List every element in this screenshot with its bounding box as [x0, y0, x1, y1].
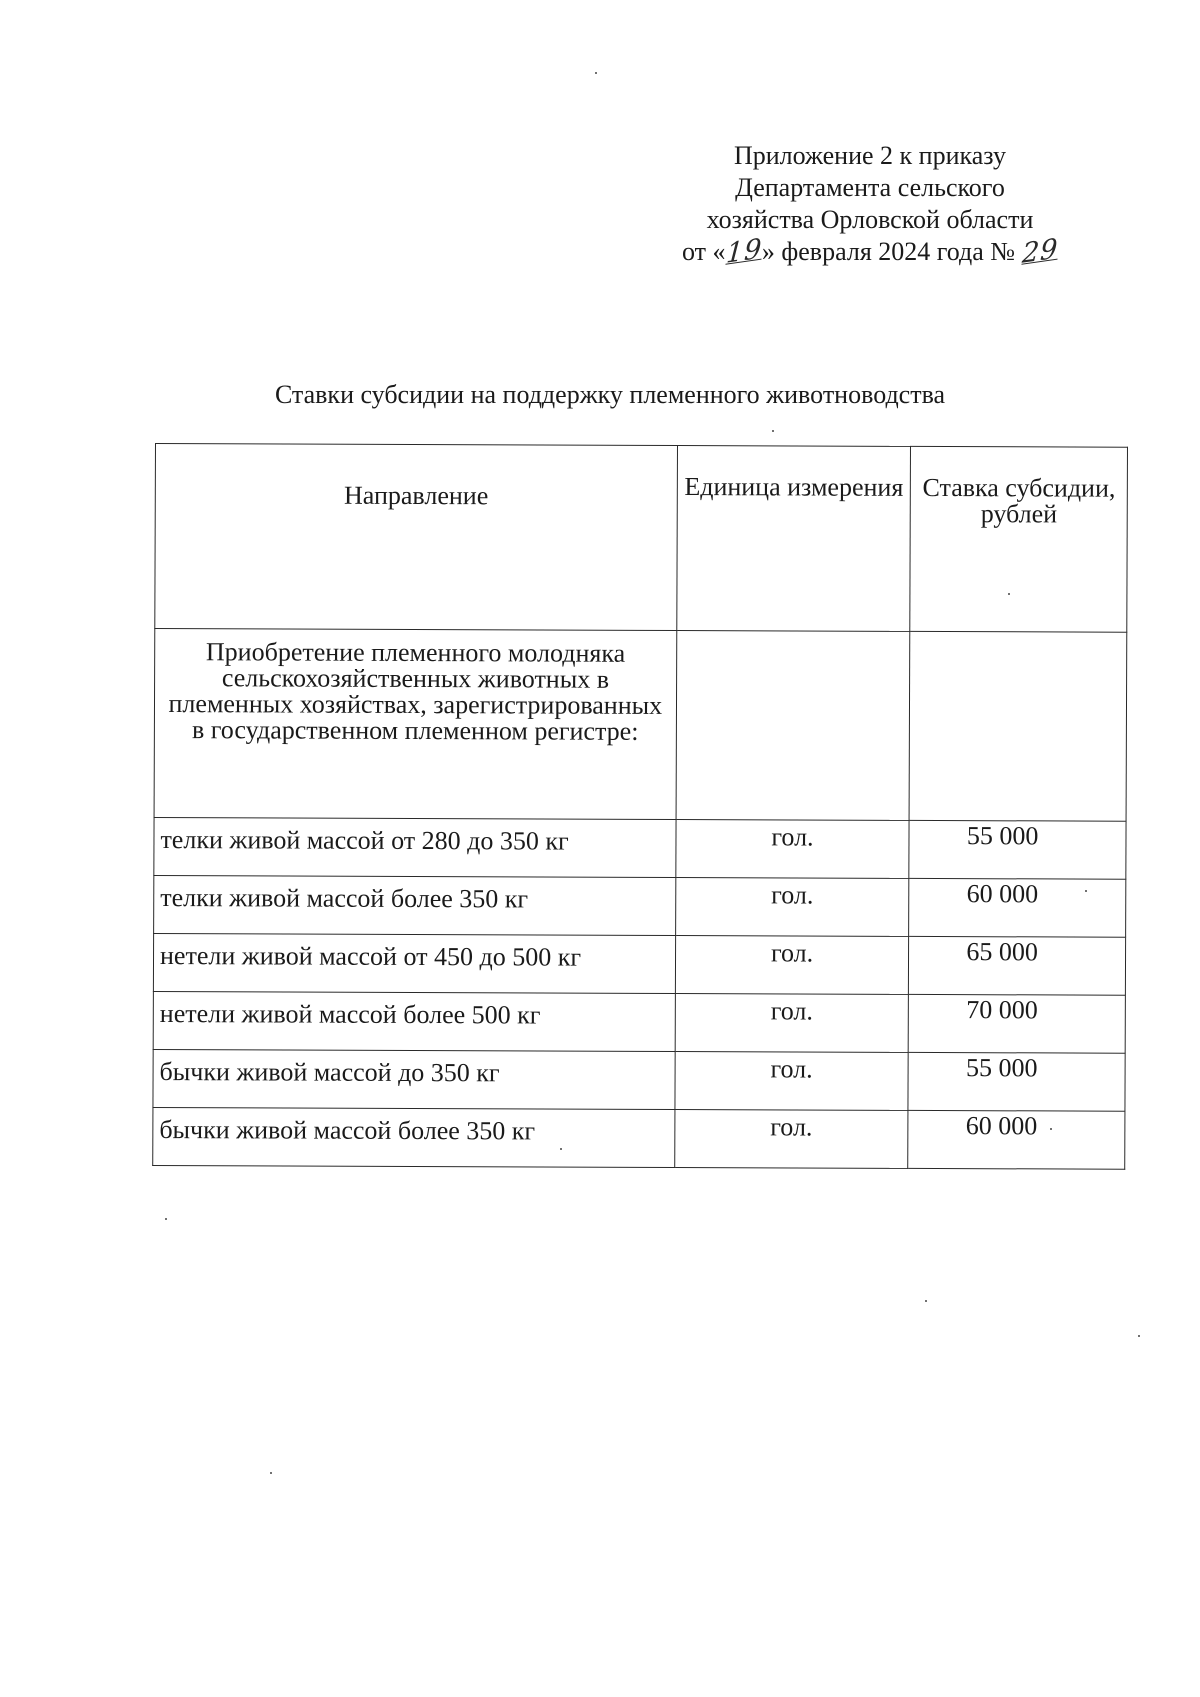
document-title: Ставки субсидии на поддержку племенного животноводства [274, 380, 946, 409]
cell-unit: гол. [675, 1052, 909, 1111]
table-row [154, 817, 1126, 879]
header-unit [676, 446, 910, 632]
date-prefix: от « [682, 237, 726, 266]
group-unit-empty [676, 631, 910, 821]
table-row [154, 875, 1126, 937]
table-row [153, 991, 1125, 1053]
header-direction: Направление [155, 444, 677, 631]
scan-speck [270, 1472, 272, 1474]
cell-rate [908, 1052, 1125, 1111]
table-row [153, 933, 1125, 995]
annex-line-1: Приложение 2 к приказу [733, 141, 1006, 170]
annex-date-line [640, 233, 1100, 270]
header-rate-label: Ставка субсидии, рублей [922, 472, 1116, 529]
group-row [154, 629, 1127, 822]
annex-line-2: Департамента сельского [735, 173, 1005, 202]
cell-direction: нетели живой массой более 500 кг [153, 991, 675, 1051]
table-row [153, 1049, 1125, 1111]
header-unit-label: Единица измерения [684, 472, 904, 502]
cell-direction: бычки живой массой до 350 кг [153, 1049, 675, 1109]
scan-speck [1008, 593, 1010, 595]
annex-line-3: хозяйства Орловской области [706, 205, 1034, 234]
scan-speck [560, 1148, 562, 1150]
rate-value: 55 000 [966, 821, 1039, 851]
scan-speck [925, 1300, 927, 1302]
table-body [153, 817, 1126, 1169]
date-middle: » февраля 2024 года № [761, 237, 1016, 266]
cell-direction: телки живой массой от 280 до 350 кг [154, 817, 676, 877]
subsidy-rates-table [152, 443, 1128, 1170]
handwritten-order-number: 29 [1020, 233, 1059, 270]
rate-value: 55 000 [965, 1053, 1038, 1083]
cell-rate [908, 1110, 1125, 1169]
cell-unit: гол. [674, 1110, 908, 1169]
cell-direction: бычки живой массой более 350 кг [153, 1107, 675, 1167]
header-rate [910, 446, 1127, 632]
cell-rate [909, 820, 1126, 879]
cell-direction: нетели живой массой от 450 до 500 кг [153, 933, 675, 993]
scan-speck [1085, 890, 1087, 892]
scan-speck [165, 1218, 167, 1220]
cell-unit: гол. [675, 936, 909, 995]
scan-speck [1050, 1128, 1052, 1130]
scan-speck [595, 72, 597, 74]
cell-rate [909, 878, 1126, 937]
rate-value: 65 000 [966, 937, 1039, 967]
cell-unit: гол. [676, 820, 910, 879]
cell-unit: гол. [675, 994, 909, 1053]
group-label: Приобретение племенного молодняка сельскохозяйственных животных в племенных хозяйствах, зарегистрированных в государственном племенном регистре: [154, 629, 676, 820]
annex-header [640, 140, 1100, 268]
scan-speck [1138, 1335, 1140, 1337]
group-rate-empty [909, 631, 1126, 821]
cell-direction: телки живой массой более 350 кг [154, 875, 676, 935]
scan-speck [772, 430, 774, 432]
cell-rate [908, 994, 1125, 1053]
handwritten-day: 19 [724, 233, 763, 270]
rate-value: 60 000 [966, 879, 1039, 909]
cell-unit: гол. [675, 878, 909, 937]
table-row [153, 1107, 1125, 1169]
cell-rate [909, 936, 1126, 995]
rate-value: 70 000 [966, 995, 1038, 1025]
table-header-row [155, 444, 1128, 633]
rate-value: 60 000 [965, 1111, 1038, 1141]
